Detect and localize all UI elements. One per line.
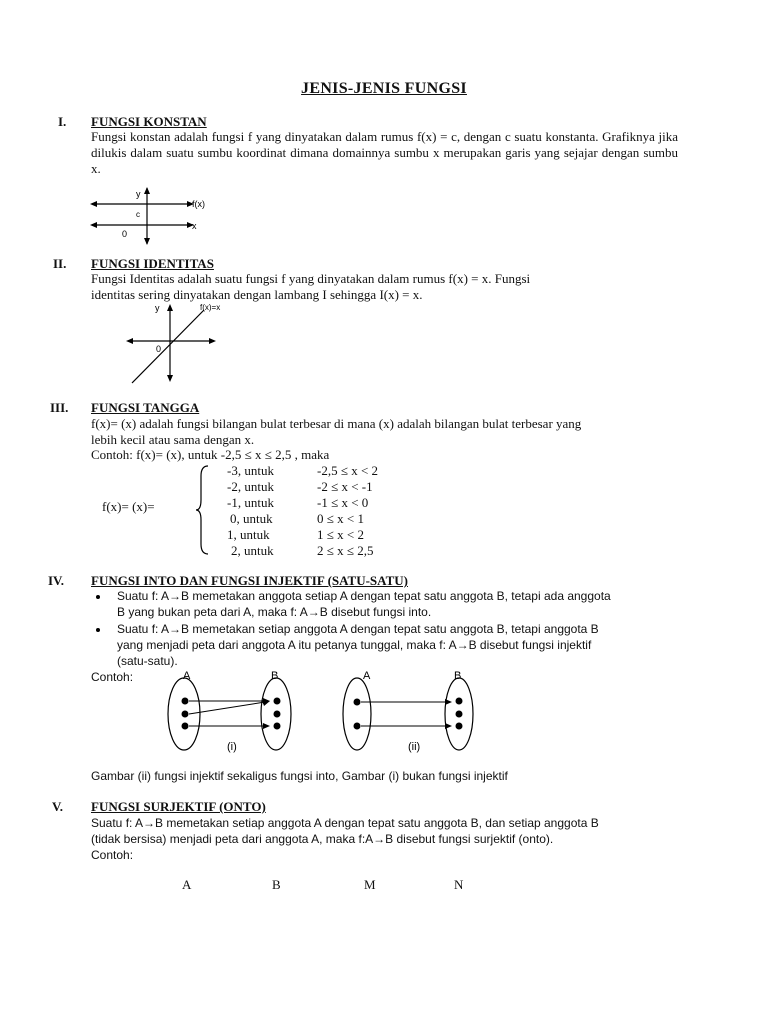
section-1-number: I.	[58, 114, 67, 129]
bullet-2-line-3: (satu-satu).	[117, 654, 178, 668]
diagram-caption-text: Gambar (ii) fungsi injektif sekaligus fungsi into, Gambar (i) bukan fungsi injektif	[91, 769, 508, 783]
graph2-origin-label: 0	[156, 344, 162, 354]
section-2-number: II.	[53, 256, 67, 271]
case-condition-6: 2 ≤ x ≤ 2,5	[317, 543, 374, 558]
graph1-origin-label: 0	[122, 229, 128, 239]
section-1-text: Fungsi konstan adalah fungsi f yang dinyatakan dalam rumus f(x) = c, dengan c suatu konstanta. Grafiknya jika dilukis dalam suatu sumbu koordinat dimana domainnya sumbu x merupakan garis yang sejajar dengan sumbu x.	[91, 129, 678, 176]
mapping-diagram-ii	[335, 668, 480, 760]
case-value-5: 1, untuk	[227, 527, 270, 542]
bullet-2-marker	[96, 628, 100, 632]
section-4-heading: FUNGSI INTO DAN FUNGSI INJEKTIF (SATU-SATU)	[91, 573, 408, 588]
bullet-1-line-2: B yang bukan peta dari A, maka f: A→B disebut fungsi into.	[117, 605, 432, 619]
diagram-ii-set-a-label: A	[363, 670, 371, 682]
section-5-heading: FUNGSI SURJEKTIF (ONTO)	[91, 799, 266, 814]
case-condition-4: 0 ≤ x < 1	[317, 511, 364, 526]
graph1-y-label: y	[136, 189, 141, 199]
section-3-heading: FUNGSI TANGGA	[91, 400, 200, 415]
section-5-line-2: (tidak bersisa) menjadi peta dari anggota A, maka f:A→B disebut fungsi surjektif (onto).	[91, 832, 554, 846]
section-5-line-3: Contoh:	[91, 848, 134, 862]
case-value-4: 0, untuk	[230, 511, 273, 526]
graph1-fx-label: f(x)	[192, 199, 205, 209]
example-label: Contoh:	[91, 670, 134, 684]
curly-brace	[194, 464, 214, 556]
diagram-ii-set-b-label: B	[454, 670, 462, 682]
graph1-x-label: x	[192, 221, 197, 231]
section-3-number: III.	[50, 400, 69, 415]
case-condition-5: 1 ≤ x < 2	[317, 527, 364, 542]
graph1-c-label: c	[136, 210, 140, 219]
set-label-b: B	[272, 877, 281, 892]
diagram-i-caption: (i)	[227, 741, 237, 753]
section-2-line-1: Fungsi Identitas adalah suatu fungsi f yang dinyatakan dalam rumus f(x) = x. Fungsi	[91, 271, 531, 286]
constant-function-graph	[88, 186, 218, 246]
section-5-line-1: Suatu f: A→B memetakan setiap anggota A dengan tepat satu anggota B, dan setiap anggota B	[91, 816, 599, 830]
identity-function-graph	[120, 300, 260, 390]
diagram-ii-caption: (ii)	[408, 741, 421, 753]
diagram-i-set-a-label: A	[183, 670, 191, 682]
diagram-i-set-b-label: B	[271, 670, 279, 682]
section-3-line-2: lebih kecil atau sama dengan x.	[91, 432, 255, 447]
step-function-lhs: f(x)= (x)=	[102, 499, 155, 514]
case-condition-2: -2 ≤ x < -1	[317, 479, 373, 494]
section-2-heading: FUNGSI IDENTITAS	[91, 256, 214, 271]
case-value-2: -2, untuk	[227, 479, 274, 494]
graph2-y-label: y	[155, 303, 160, 313]
case-value-1: -3, untuk	[227, 463, 274, 478]
section-1-heading: FUNGSI KONSTAN	[91, 114, 207, 129]
section-2-line-2: identitas sering dinyatakan dengan lambang I sehingga I(x) = x.	[91, 287, 423, 302]
bullet-2-line-2: yang menjadi peta dari anggota A itu petanya tunggal, maka f: A→B disebut fungsi injektif	[117, 638, 592, 652]
section-3-line-3: Contoh: f(x)= (x), untuk -2,5 ≤ x ≤ 2,5 , maka	[91, 447, 330, 462]
graph2-fx-label: f(x)=x	[200, 303, 221, 312]
set-label-a: A	[182, 877, 192, 892]
bullet-1-line-1: Suatu f: A→B memetakan anggota setiap A dengan tepat satu anggota B, tetapi ada anggota	[117, 589, 611, 603]
section-3-line-1: f(x)= (x) adalah fungsi bilangan bulat terbesar di mana (x) adalah bilangan bulat terbesar yang	[91, 416, 582, 431]
set-label-m: M	[364, 877, 376, 892]
bullet-2-line-1: Suatu f: A→B memetakan setiap anggota A dengan tepat satu anggota B, tetapi anggota B	[117, 622, 599, 636]
page-title: JENIS-JENIS FUNGSI	[301, 80, 467, 97]
case-condition-1: -2,5 ≤ x < 2	[317, 463, 379, 478]
section-5-number: V.	[52, 799, 63, 814]
case-value-6: 2, untuk	[231, 543, 274, 558]
bullet-1-marker	[96, 595, 100, 599]
case-value-3: -1, untuk	[227, 495, 274, 510]
section-4-number: IV.	[48, 573, 65, 588]
mapping-diagram-i	[158, 668, 298, 760]
case-condition-3: -1 ≤ x < 0	[317, 495, 369, 510]
set-label-n: N	[454, 877, 464, 892]
